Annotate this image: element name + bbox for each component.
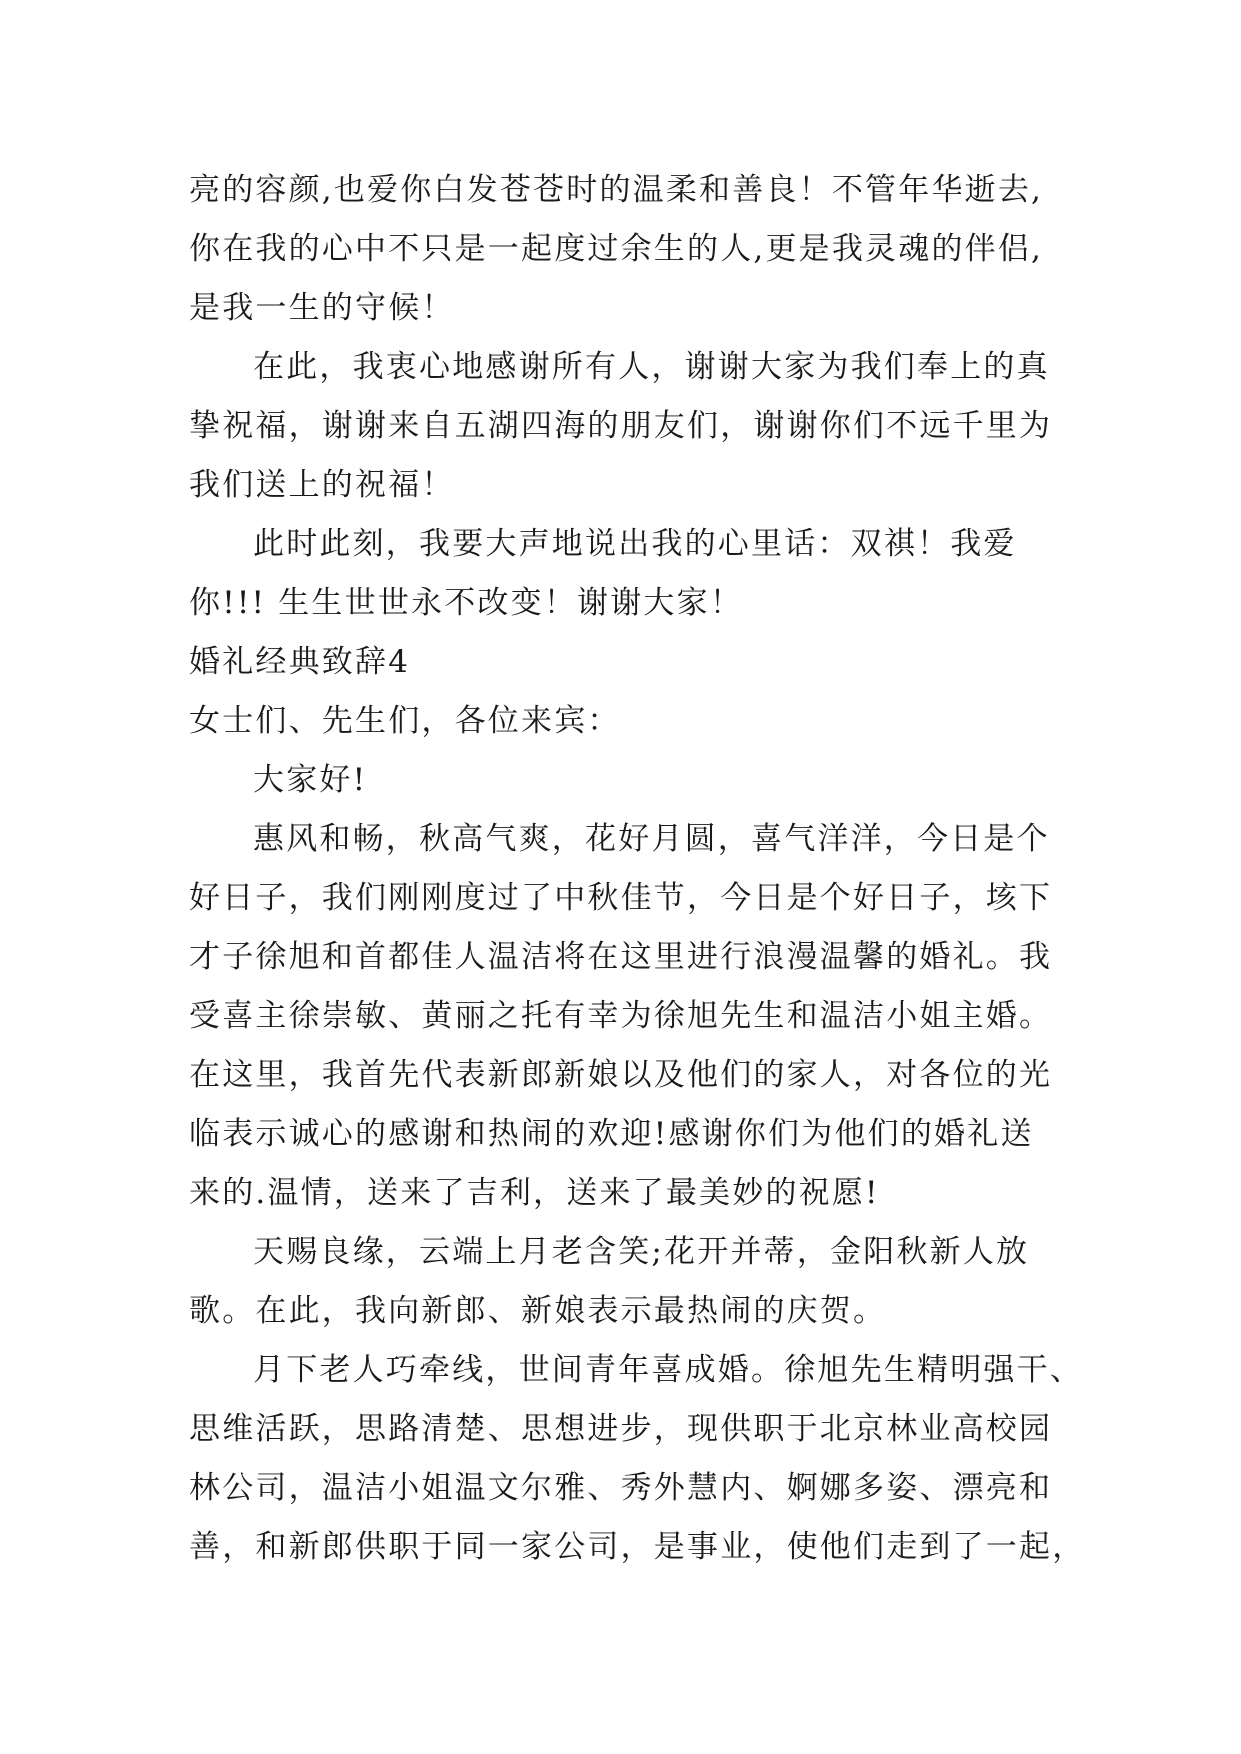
text-line: 你!!! 生生世世永不改变！谢谢大家！: [189, 585, 744, 621]
text-line: 林公司，温洁小姐温文尔雅、秀外慧内、婀娜多姿、漂亮和: [189, 1470, 1053, 1506]
text-line: 思维活跃，思路清楚、思想进步，现供职于北京林业高校园: [189, 1411, 1053, 1447]
text-line: 歌。在此，我向新郎、新娘表示最热闹的庆贺。: [189, 1293, 887, 1329]
text-line: 挚祝福，谢谢来自五湖四海的朋友们，谢谢你们不远千里为: [189, 408, 1053, 444]
text-line: 亮的容颜,也爱你白发苍苍时的温柔和善良！不管年华逝去,: [189, 172, 1044, 208]
text-line: 才子徐旭和首都佳人温洁将在这里进行浪漫温馨的婚礼。我: [189, 939, 1053, 975]
text-line: 是我一生的守候！: [189, 290, 455, 326]
text-line: 临表示诚心的感谢和热闹的欢迎!感谢你们为他们的婚礼送: [189, 1116, 1034, 1152]
text-line: 你在我的心中不只是一起度过余生的人,更是我灵魂的伴侣,: [189, 231, 1044, 267]
paragraph-first-line: 在此，我衷心地感谢所有人，谢谢大家为我们奉上的真: [253, 349, 1050, 385]
text-line: 来的.温情，送来了吉利，送来了最美妙的祝愿!: [189, 1175, 880, 1211]
text-line: 善，和新郎供职于同一家公司，是事业，使他们走到了一起，: [189, 1529, 1086, 1565]
paragraph-first-line: 惠风和畅，秋高气爽，花好月圆，喜气洋洋，今日是个: [253, 821, 1050, 857]
text-line: 受喜主徐崇敏、黄丽之托有幸为徐旭先生和温洁小姐主婚。: [189, 998, 1053, 1034]
text-line: 好日子，我们刚刚度过了中秋佳节，今日是个好日子，垓下: [189, 880, 1053, 916]
paragraph-first-line: 天赐良缘，云端上月老含笑;花开并蒂，金阳秋新人放: [253, 1234, 1030, 1270]
greeting: 大家好!: [253, 762, 368, 798]
text-line: 我们送上的祝福！: [189, 467, 455, 503]
paragraph-first-line: 月下老人巧牵线，世间青年喜成婚。徐旭先生精明强干、: [253, 1352, 1083, 1388]
section-heading: 婚礼经典致辞4: [189, 644, 411, 680]
paragraph-first-line: 此时此刻，我要大声地说出我的心里话：双祺！我爱: [253, 526, 1017, 562]
text-line: 在这里，我首先代表新郎新娘以及他们的家人，对各位的光: [189, 1057, 1053, 1093]
salutation: 女士们、先生们，各位来宾：: [189, 703, 621, 739]
